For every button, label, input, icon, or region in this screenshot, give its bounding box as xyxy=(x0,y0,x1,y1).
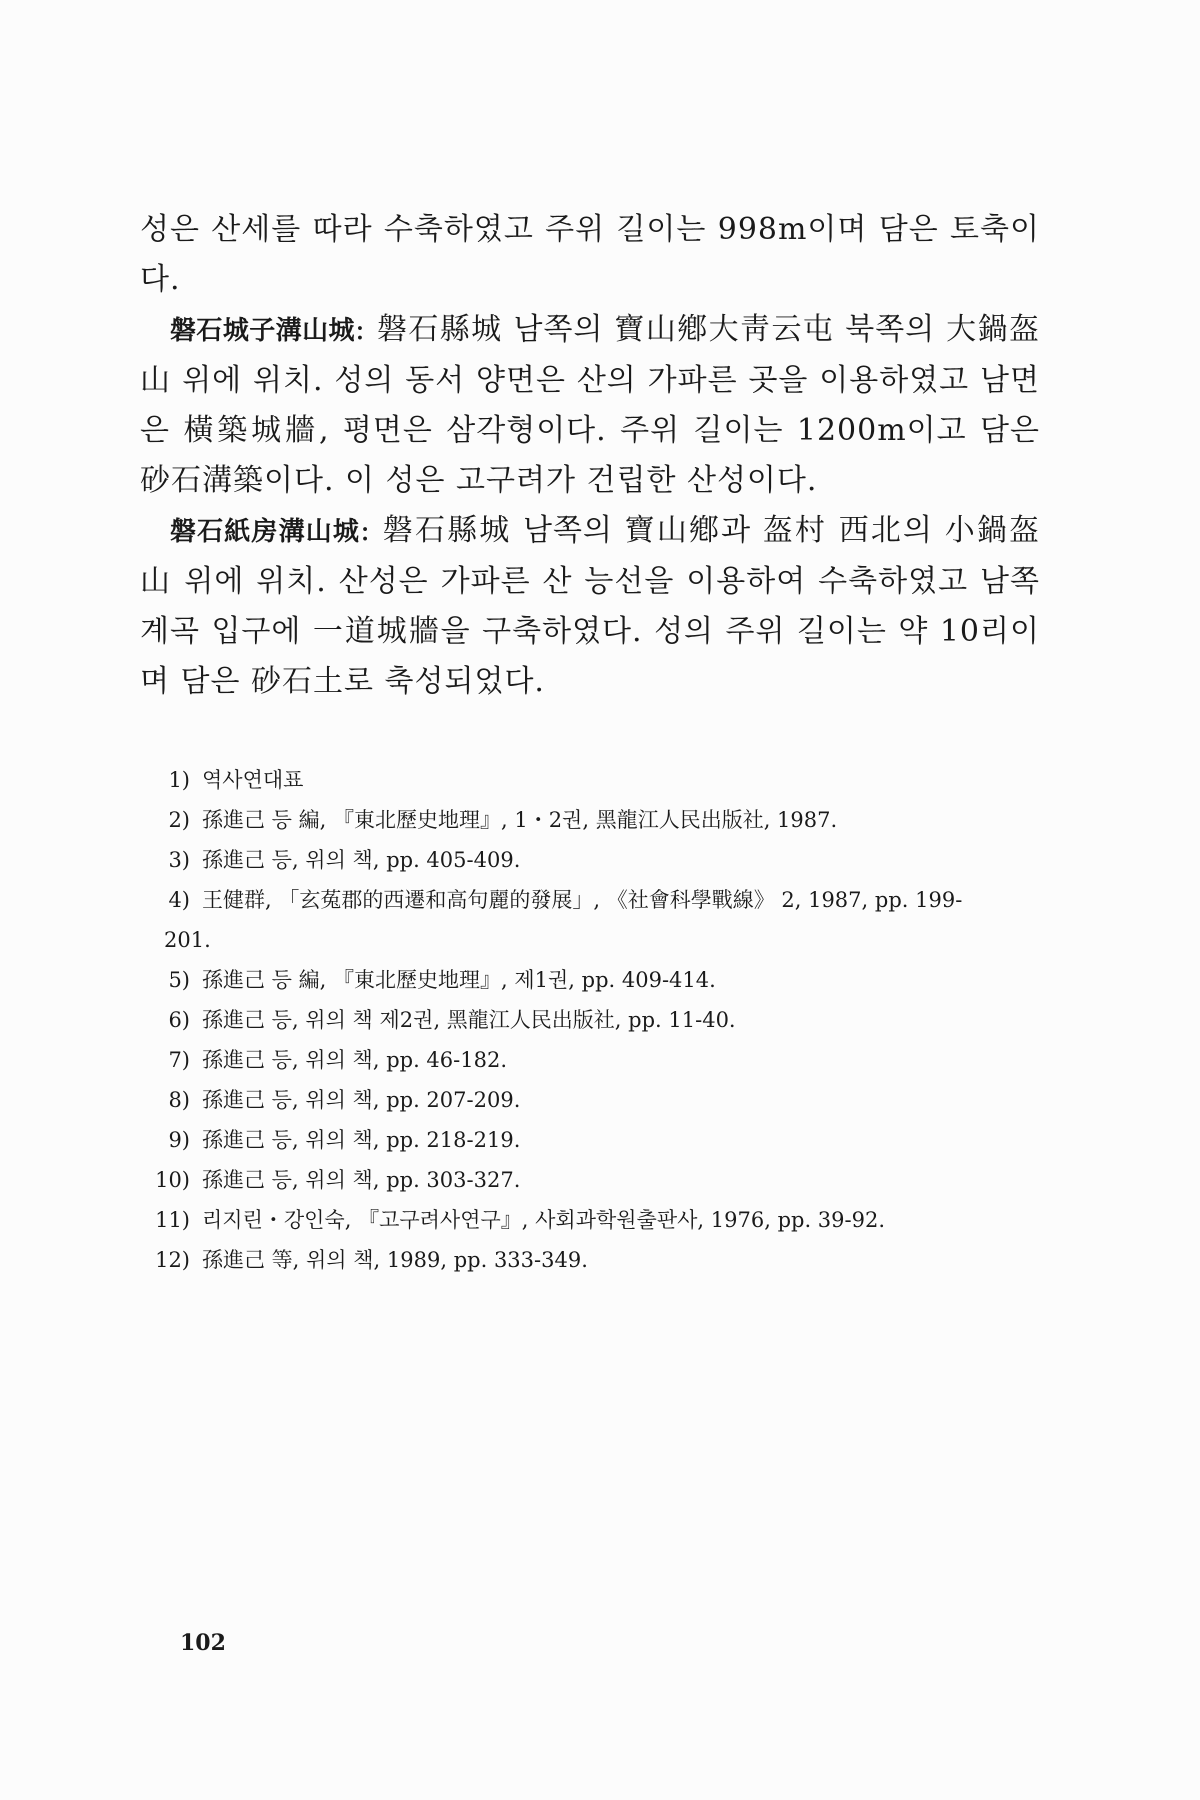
footnote-text: 孫進己 등, 위의 책, pp. 405-409. xyxy=(202,848,521,872)
footnote-number: 6) xyxy=(168,1008,190,1032)
footnote-text: 孫進己 등, 위의 책, pp. 207-209. xyxy=(202,1088,521,1112)
footnote-number: 3) xyxy=(168,848,190,872)
footnote-text: 孫進己 등, 위의 책, pp. 46-182. xyxy=(202,1048,508,1072)
footnote-number: 9) xyxy=(168,1128,190,1152)
footnote-number: 2) xyxy=(168,808,190,832)
footnote xyxy=(148,880,1028,920)
footnote xyxy=(148,1080,1028,1120)
footnote-number: 10) xyxy=(155,1168,190,1192)
footnote-number: 4) xyxy=(168,888,190,912)
footnote-text: 王健群, 「玄菟郡的西遷和高句麗的發展」, 《社會科學戰線》 2, 1987, pp. 199- xyxy=(202,888,963,912)
footnote-text: 孫進己 등, 위의 책 제2권, 黑龍江人民出版社, pp. 11-40. xyxy=(202,1008,736,1032)
footnote-number: 12) xyxy=(155,1248,190,1272)
footnote-text: 孫進己 等, 위의 책, 1989, pp. 333-349. xyxy=(202,1248,588,1272)
footnote-number: 7) xyxy=(168,1048,190,1072)
footnote xyxy=(148,960,1028,1000)
footnote xyxy=(148,1200,1028,1240)
entry-text: : 磐石縣城 남쪽의 寶山鄕과 盔村 西北의 小鍋盔山 위에 위치. 산성은 가파른 산 능선을 이용하여 수축하였고 남쪽 계곡 입구에 一道城牆을 구축하였다. 성의 주위 길이는 약 10리이며 담은 砂石土로 축성되었다. xyxy=(140,513,1040,699)
footnote xyxy=(148,800,1028,840)
footnote-text: 역사연대표 xyxy=(202,768,304,792)
footnote xyxy=(148,1240,1028,1280)
footnote xyxy=(148,1160,1028,1200)
footnote-number: 11) xyxy=(155,1208,190,1232)
page-number: 102 xyxy=(180,1630,226,1656)
footnote-number: 8) xyxy=(168,1088,190,1112)
footnote xyxy=(148,1120,1028,1160)
footnote-text: 孫進己 등, 위의 책, pp. 303-327. xyxy=(202,1168,521,1192)
footnote-text: 孫進己 등, 위의 책, pp. 218-219. xyxy=(202,1128,521,1152)
footnote-text: 201. xyxy=(164,928,211,952)
footnote xyxy=(148,840,1028,880)
entry-panshi-chengzigou xyxy=(140,305,1040,506)
footnote xyxy=(148,760,1028,800)
footnote xyxy=(148,1000,1028,1040)
entry-text: : 磐石縣城 남쪽의 寶山鄕大靑云屯 북쪽의 大鍋盔山 위에 위치. 성의 동서 양면은 산의 가파른 곳을 이용하였고 남면은 橫築城牆, 평면은 삼각형이다. 주위 길이는 1200m이고 담은 砂石溝築이다. 이 성은 고구려가 건립한 산성이다. xyxy=(140,312,1040,498)
entry-panshi-zhifanggou xyxy=(140,506,1040,707)
footnote-number: 5) xyxy=(168,968,190,992)
entry-heading: 磐石紙房溝山城 xyxy=(170,517,361,547)
footnote-text: 孫進己 등 編, 『東北歷史地理』, 1・2권, 黑龍江人民出版社, 1987. xyxy=(202,808,838,832)
footnote-text: 리지린・강인숙, 『고구려사연구』, 사회과학원출판사, 1976, pp. 39-92. xyxy=(202,1208,886,1232)
footnote-number: 1) xyxy=(168,768,190,792)
footnote xyxy=(148,1040,1028,1080)
footnotes-list xyxy=(148,760,1028,1280)
entry-heading: 磐石城子溝山城 xyxy=(170,316,355,346)
paragraph-continuation: 성은 산세를 따라 수축하였고 주위 길이는 998m이며 담은 토축이다. xyxy=(140,212,1040,297)
footnote-text: 孫進己 등 編, 『東北歷史地理』, 제1권, pp. 409-414. xyxy=(202,968,716,992)
footnote-continuation xyxy=(148,920,1028,960)
body-text xyxy=(140,205,1040,707)
